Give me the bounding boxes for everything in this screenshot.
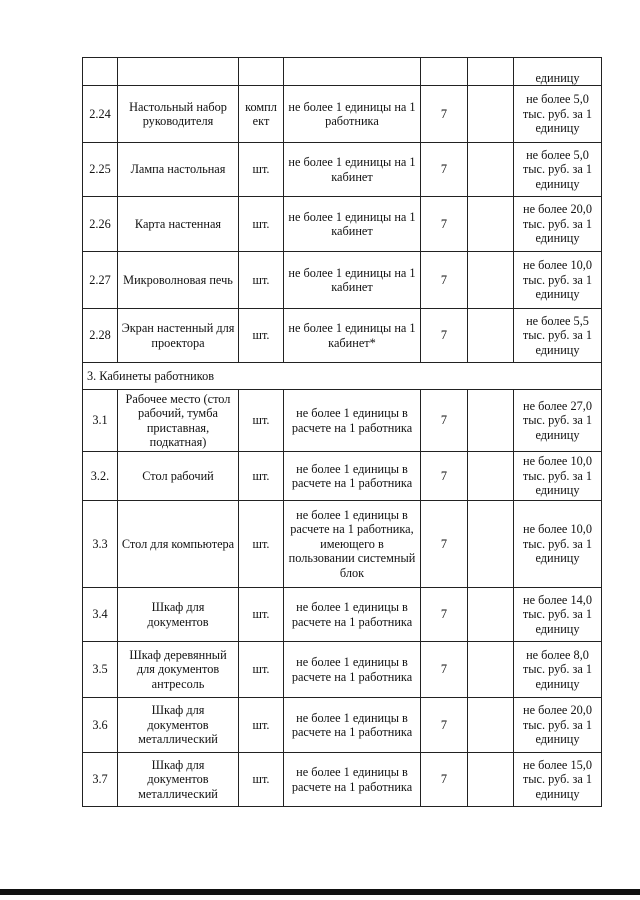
cell-unit xyxy=(239,58,284,86)
table-row xyxy=(83,753,602,807)
cell-blank xyxy=(468,452,514,501)
cell-years: 7 xyxy=(421,143,468,197)
cell-blank xyxy=(468,501,514,588)
cell-price: не более 10,0 тыс. руб. за 1 единицу xyxy=(514,252,602,309)
cell-price: не более 20,0 тыс. руб. за 1 единицу xyxy=(514,698,602,753)
cell-no: 3.7 xyxy=(83,753,118,807)
table-body xyxy=(83,58,602,807)
cell-years: 7 xyxy=(421,501,468,588)
cell-name xyxy=(118,58,239,86)
cell-norm: не более 1 единицы на 1 кабинет xyxy=(284,252,421,309)
cell-name: Карта настенная xyxy=(118,197,239,252)
cell-years: 7 xyxy=(421,698,468,753)
cell-no: 2.26 xyxy=(83,197,118,252)
cell-unit: шт. xyxy=(239,501,284,588)
cell-years: 7 xyxy=(421,252,468,309)
cell-no: 3.4 xyxy=(83,588,118,642)
cell-blank xyxy=(468,86,514,143)
table-row xyxy=(83,452,602,501)
cell-name: Шкаф для документов металлический xyxy=(118,753,239,807)
cell-norm: не более 1 единицы на 1 работника xyxy=(284,86,421,143)
cell-years: 7 xyxy=(421,390,468,452)
scan-bottom-edge xyxy=(0,889,640,895)
cell-no: 3.5 xyxy=(83,642,118,698)
cell-name: Экран настенный для проектора xyxy=(118,309,239,363)
cell-unit: компл ект xyxy=(239,86,284,143)
cell-norm: не более 1 единицы в расчете на 1 работника, имеющего в пользовании системный блок xyxy=(284,501,421,588)
cell-name: Рабочее место (стол рабочий, тумба приставная, подкатная) xyxy=(118,390,239,452)
table-row xyxy=(83,390,602,452)
section-heading-row xyxy=(83,363,602,390)
cell-blank xyxy=(468,197,514,252)
cell-price: не более 15,0 тыс. руб. за 1 единицу xyxy=(514,753,602,807)
cell-no: 2.28 xyxy=(83,309,118,363)
cell-norm xyxy=(284,58,421,86)
cell-price: не более 8,0 тыс. руб. за 1 единицу xyxy=(514,642,602,698)
cell-no xyxy=(83,58,118,86)
cell-price: не более 20,0 тыс. руб. за 1 единицу xyxy=(514,197,602,252)
cell-unit: шт. xyxy=(239,452,284,501)
table-row xyxy=(83,501,602,588)
cell-unit: шт. xyxy=(239,753,284,807)
cell-name: Стол рабочий xyxy=(118,452,239,501)
cell-price: не более 10,0 тыс. руб. за 1 единицу xyxy=(514,501,602,588)
cell-name: Настольный набор руководителя xyxy=(118,86,239,143)
table-row xyxy=(83,642,602,698)
cell-price: не более 5,5 тыс. руб. за 1 единицу xyxy=(514,309,602,363)
cell-unit: шт. xyxy=(239,309,284,363)
cell-no: 2.27 xyxy=(83,252,118,309)
cell-name: Шкаф деревянный для документов антресоль xyxy=(118,642,239,698)
cell-norm: не более 1 единицы на 1 кабинет xyxy=(284,143,421,197)
cell-no: 3.3 xyxy=(83,501,118,588)
cell-years: 7 xyxy=(421,452,468,501)
cell-norm: не более 1 единицы на 1 кабинет* xyxy=(284,309,421,363)
table-row xyxy=(83,252,602,309)
cell-unit: шт. xyxy=(239,143,284,197)
cell-blank xyxy=(468,642,514,698)
cell-price: не более 14,0 тыс. руб. за 1 единицу xyxy=(514,588,602,642)
cell-norm: не более 1 единицы в расчете на 1 работника xyxy=(284,588,421,642)
cell-blank xyxy=(468,588,514,642)
cell-no: 3.2. xyxy=(83,452,118,501)
cell-unit: шт. xyxy=(239,698,284,753)
cell-no: 2.25 xyxy=(83,143,118,197)
cell-price: не более 5,0 тыс. руб. за 1 единицу xyxy=(514,86,602,143)
cell-price: не более 5,0 тыс. руб. за 1 единицу xyxy=(514,143,602,197)
cell-name: Стол для компьютера xyxy=(118,501,239,588)
cell-unit: шт. xyxy=(239,642,284,698)
section-title: 3. Кабинеты работников xyxy=(83,363,602,390)
cell-years xyxy=(421,58,468,86)
cell-years: 7 xyxy=(421,642,468,698)
table-row-continued xyxy=(83,58,602,86)
cell-blank xyxy=(468,58,514,86)
cell-no: 2.24 xyxy=(83,86,118,143)
cell-years: 7 xyxy=(421,309,468,363)
cell-norm: не более 1 единицы в расчете на 1 работника xyxy=(284,698,421,753)
cell-norm: не более 1 единицы в расчете на 1 работника xyxy=(284,753,421,807)
cell-years: 7 xyxy=(421,86,468,143)
cell-unit: шт. xyxy=(239,390,284,452)
table-row xyxy=(83,588,602,642)
cell-years: 7 xyxy=(421,197,468,252)
table-row xyxy=(83,143,602,197)
furniture-norms-table xyxy=(82,57,602,807)
cell-norm: не более 1 единицы на 1 кабинет xyxy=(284,197,421,252)
cell-price: не более 10,0 тыс. руб. за 1 единицу xyxy=(514,452,602,501)
cell-name: Микроволновая печь xyxy=(118,252,239,309)
cell-blank xyxy=(468,698,514,753)
cell-price: единицу xyxy=(514,58,602,86)
cell-norm: не более 1 единицы в расчете на 1 работника xyxy=(284,452,421,501)
table-row xyxy=(83,86,602,143)
table-row xyxy=(83,309,602,363)
cell-unit: шт. xyxy=(239,588,284,642)
cell-unit: шт. xyxy=(239,197,284,252)
table-row xyxy=(83,698,602,753)
table-row xyxy=(83,197,602,252)
cell-no: 3.1 xyxy=(83,390,118,452)
cell-years: 7 xyxy=(421,753,468,807)
cell-unit: шт. xyxy=(239,252,284,309)
cell-blank xyxy=(468,143,514,197)
cell-no: 3.6 xyxy=(83,698,118,753)
cell-blank xyxy=(468,309,514,363)
cell-name: Шкаф для документов xyxy=(118,588,239,642)
cell-years: 7 xyxy=(421,588,468,642)
cell-price: не более 27,0 тыс. руб. за 1 единицу xyxy=(514,390,602,452)
cell-blank xyxy=(468,753,514,807)
cell-blank xyxy=(468,252,514,309)
cell-name: Шкаф для документов металлический xyxy=(118,698,239,753)
cell-name: Лампа настольная xyxy=(118,143,239,197)
cell-norm: не более 1 единицы в расчете на 1 работника xyxy=(284,390,421,452)
cell-blank xyxy=(468,390,514,452)
cell-norm: не более 1 единицы в расчете на 1 работника xyxy=(284,642,421,698)
